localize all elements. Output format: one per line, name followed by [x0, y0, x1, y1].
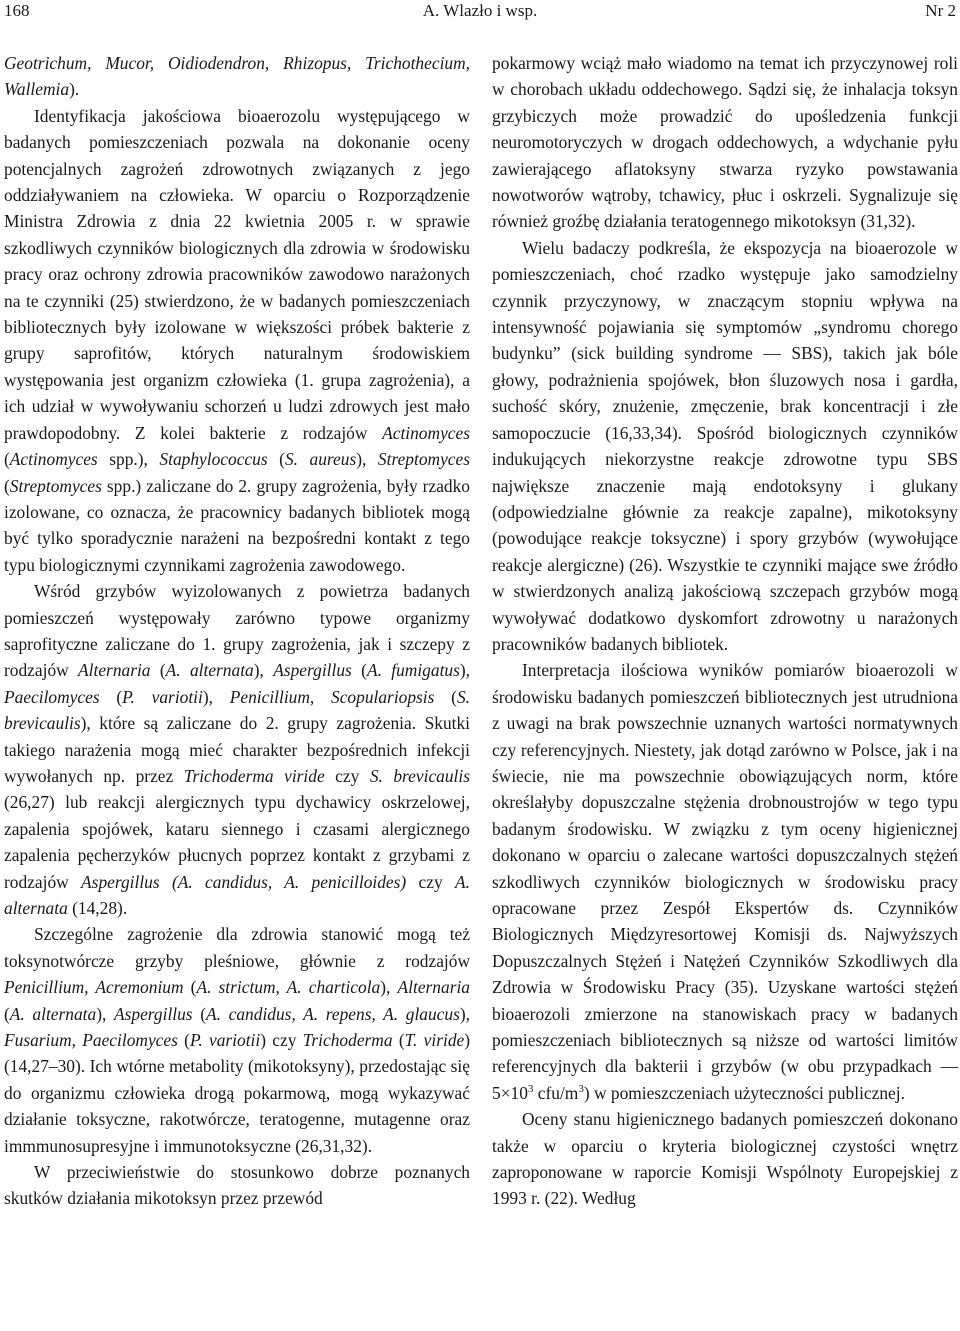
page-number: 168	[4, 1, 30, 20]
text-run: (	[177, 1030, 190, 1051]
text-run: (14,28).	[67, 898, 128, 918]
text-run: Identyfikacja jakościowa bioaerozolu występującego w badanych pomieszczeniach pozwala na dokonanie oceny potencjalnych zagrożeń zdrowotnych związanych z jego oddziaływaniem na człowieka. W oparciu o Rozporządzenie Ministra Zdrowia z dnia 22 kwietnia 2005 r. w sprawie szkodliwych czynników biologicznych dla zdrowia w środowisku pracy oraz ochrony zdrowia pracowników zawodowo narażonych na te czynniki (25) stwierdzono, że w badanych pomieszczeniach bibliotecznych były izolowane w większości próbek bakterie z grupy saprofitów, których naturalnym środowiskiem występowania jest organizm człowieka (1. grupa zagrożenia), a ich udział w wywoływaniu schorzeń u ludzi zdrowych jest mało prawdopodobny. Z kolei bakterie z rodzajów	[4, 105, 470, 443]
text-run: (	[267, 449, 285, 470]
italic-term: Penicillium, Acremonium	[4, 977, 184, 998]
italic-term: A. alternata	[4, 871, 470, 918]
italic-term: A. alternata	[9, 1003, 97, 1024]
text-run: ),	[459, 1003, 470, 1024]
italic-term: T. viride	[404, 1030, 465, 1051]
text-run: (	[4, 1003, 10, 1024]
paragraph	[4, 921, 470, 1159]
text-run: (	[351, 660, 367, 681]
italic-term: Penicillium, Scopulariopsis	[229, 686, 435, 707]
italic-term: A. alternata	[165, 660, 254, 681]
text-run: ),	[253, 660, 274, 681]
paragraph	[492, 657, 958, 1106]
text-run: (	[99, 686, 123, 707]
text-run: ), które są zaliczane do 2. grupy zagrożenia. Skutki takiego narażenia mogą mieć charakter bezpośrednich infekcji wywołanych np. przez	[4, 713, 470, 786]
paragraph	[492, 1106, 958, 1212]
text-run: (	[150, 660, 166, 681]
italic-term: Alternaria	[78, 660, 151, 681]
text-run: Wielu badaczy podkreśla, że ekspozycja na bioaerozole w pomieszczeniach, choć rzadko występuje jako samodzielny czynnik przyczynowy, w znaczącym stopniu wpływa na intensywność pojawiania się symptomów „syndromu chorego budynku” (sick building syndrome — SBS), takich jak bóle głowy, podrażnienia spojówek, błon śluzowych nosa i gardła, suchość skóry, znużenie, zmęczenie, brak koncentracji i złe samopoczucie (16,33,34). Spośród biologicznych czynników indukujących niekorzystne reakcje zdrowotne typu SBS największe znaczenie mają endotoksyny i glukany (odpowiedzialne głównie za reakcje zapalne), mikotoksyny (powodujące reakcje toksyczne) i spory grzybów (wywołujące reakcje alergiczne) (26). Wszystkie te czynniki mające swe źródło w stwierdzonych analizą jakościową szczepach grzybów mogą wywoływać dodatkowo dyskomfort zdrowotny u narażonych pracowników badanych bibliotek.	[492, 237, 958, 654]
issue-number: Nr 2	[925, 1, 956, 20]
text-run: ),	[459, 660, 471, 681]
italic-term: Fusarium, Paecilomyces	[4, 1030, 178, 1051]
text-run: ).	[69, 79, 80, 100]
text-run: cfu/m	[533, 1082, 579, 1103]
superscript: 3	[527, 1083, 534, 1096]
paragraph	[492, 235, 958, 658]
running-head-authors: A. Wlazło i wsp.	[422, 1, 538, 20]
text-run: spp.) zaliczane do 2. grupy zagrożenia, były rzadko izolowane, co oznacza, że pracownicy badanych bibliotek mogą być tylko sporadycznie narażeni na bezpośredni kontakt z tego typu biologicznymi czynnikami zagrożenia zawodowego.	[4, 475, 470, 575]
paragraph	[4, 103, 470, 578]
text-run: Wśród grzybów wyizolowanych z powietrza badanych pomieszczeń występowały zarówno typowe organizmy saprofityczne zaliczane do 1. grupy zagrożenia, jak i szczepy z rodzajów	[4, 581, 470, 681]
italic-term: Alternaria	[397, 977, 470, 998]
paragraph	[492, 50, 958, 235]
text-run: Interpretacja ilościowa wyników pomiarów bioaerozoli w środowisku badanych pomieszczeń bibliotecznych jest utrudniona z uwagi na brak powszechnie uznanych wartości normatywnych czy referencyjnych. Niestety, jak dotąd zarówno w Polsce, jak i na świecie, nie ma powszechnie obowiązujących norm, które określałyby dopuszczalne stężenia drobnoustrojów w tego typu badanym środowisku. W związku z tym oceny higienicznej dokonano w oparciu o zalecane wartości dopuszczalnych stężeń szkodliwych czynników biologicznych w środowisku pracy opracowane przez Zespół Ekspertów ds. Czynników Biologicznych Międzyresortowej Komisji ds. Najwyższych Dopuszczalnych Stężeń i Natężeń Czynników Szkodliwych dla Zdrowia w Środowisku Pracy (35). Uzyskane wartości stężeń bioaerozoli zmierzone na stanowiskach pracy w badanych pomieszczeniach bibliotecznych są niższe od wartości limitów referencyjnych dla bakterii i grzybów (w obu przypadkach — 5×10	[492, 660, 958, 1103]
italic-term: Aspergillus	[273, 660, 352, 681]
paragraph	[4, 50, 470, 103]
italic-term: Staphylococcus	[159, 449, 268, 470]
italic-term: S. aureus	[284, 449, 357, 470]
italic-term: Streptomyces	[377, 449, 470, 470]
paragraph	[4, 578, 470, 921]
text-run: ) czy	[260, 1030, 303, 1051]
italic-term: P. variotii	[189, 1030, 261, 1051]
italic-term: A. candidus, A. repens, A. glaucus	[206, 1003, 460, 1024]
page-header	[0, 0, 960, 22]
italic-term: S. brevicaulis	[4, 686, 470, 734]
text-run: Szczególne zagrożenie dla zdrowia stanowić mogą też toksynotwórcze grzyby pleśniowe, głównie z rodzajów	[4, 924, 470, 971]
italic-term: Paecilomyces	[4, 686, 100, 707]
text-run: czy	[406, 871, 456, 892]
text-run: (	[183, 977, 197, 998]
text-run: ),	[380, 977, 398, 998]
text-run: Oceny stanu higienicznego badanych pomieszczeń dokonano także w oparciu o kryteria biologicznej czystości wnętrz zaproponowane w raporcie Komisji Wspólnoty Europejskiej z 1993 r. (22). Według	[492, 1109, 958, 1209]
italic-term: Actinomyces	[9, 449, 98, 470]
text-run: (	[4, 475, 10, 496]
italic-term: Geotrichum, Mucor, Oidiodendron, Rhizopus, Trichothecium, Wallemia	[4, 53, 470, 100]
text-run: (	[4, 449, 10, 470]
italic-term: Aspergillus	[113, 1003, 193, 1024]
italic-term: Aspergillus (A. candidus, A. penicilloides)	[81, 871, 407, 892]
italic-term: Actinomyces	[382, 422, 470, 443]
text-run: (	[192, 1003, 207, 1024]
text-run: czy	[324, 765, 370, 786]
italic-term: Trichoderma viride	[183, 765, 325, 786]
text-run: ) (14,27–30). Ich wtórne metabolity (mikotoksyny), przedostając się do organizmu człowieka drogą pokarmową, mogą wykazywać działanie toksyczne, rakotwórcze, teratogenne, mutagenne oraz immmunosupresyjne i immunotoksyczne (26,31,32).	[4, 1030, 471, 1156]
italic-term: P. variotii	[122, 686, 203, 707]
text-run: (	[392, 1030, 405, 1051]
text-run: ),	[202, 686, 230, 707]
text-run: (26,27) lub reakcji alergicznych typu dychawicy oskrzelowej, zapalenia spojówek, kataru siennego i czasami alergicznego zapalenia pęcherzyków płucnych poprzez kontakt z grzybami z rodzajów	[4, 792, 470, 892]
italic-term: A. fumigatus	[366, 660, 460, 681]
italic-term: A. strictum, A. charticola	[196, 977, 381, 998]
italic-term: Streptomyces	[9, 475, 102, 496]
left-column	[4, 50, 470, 1212]
italic-term: Trichoderma	[302, 1030, 393, 1051]
text-run: ) w pomieszczeniach użyteczności publicznej.	[583, 1082, 905, 1103]
text-run: spp.),	[97, 449, 160, 470]
right-column	[492, 50, 958, 1212]
text-run: ),	[96, 1003, 114, 1024]
text-run: W przeciwieństwie do stosunkowo dobrze poznanych skutków działania mikotoksyn przez przewód	[4, 1162, 470, 1209]
superscript: 3	[578, 1083, 584, 1096]
text-run: (	[434, 686, 457, 707]
text-run: pokarmowy wciąż mało wiadomo na temat ich przyczynowej roli w chorobach układu oddechowego. Sądzi się, że inhalacja toksyn grzybiczych może prowadzić do upośledzenia funkcji neuromotoryczych w drogach oddechowych, a wdychanie pyłu zawierającego aflatoksyny stwarza ryzyko powstawania nowotworów wątroby, tchawicy, płuc i oskrzeli. Sygnalizuje się również groźbę działania teratogennego mikotoksyn (31,32).	[492, 53, 958, 232]
paragraph	[4, 1159, 470, 1212]
text-run: ),	[356, 449, 378, 470]
italic-term: S. brevicaulis	[369, 765, 470, 786]
